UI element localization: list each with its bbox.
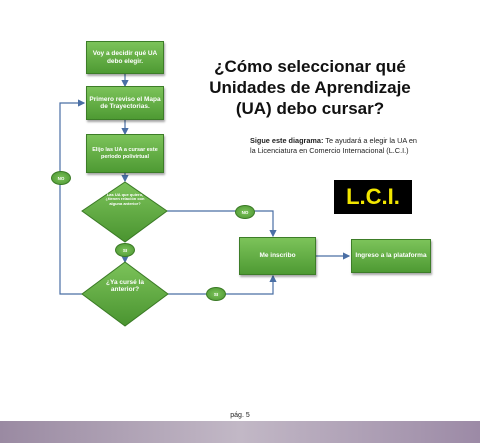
question-taken-label: ¿Ya cursé la anterior?	[106, 279, 144, 294]
label-no-left-text: NO	[57, 175, 65, 181]
subtitle-rest: Te ayudará a elegir la UA en la Licenciatura en Comercio Internacional (L.C.I.)	[250, 136, 417, 155]
page-number: pág. 5	[230, 412, 250, 419]
node-platform-label: Ingreso a la plataforma	[355, 252, 427, 260]
node-review	[86, 86, 164, 120]
subtitle	[250, 136, 420, 156]
question-taken-text	[103, 279, 147, 293]
diamond-relation	[82, 182, 167, 242]
node-choose-label: Elijo las UA a cursar este periodo polivirtual	[92, 147, 158, 160]
diamond-taken	[82, 262, 168, 326]
node-enroll	[239, 237, 316, 275]
node-decide	[86, 41, 164, 74]
lci-badge: L.C.I.	[334, 180, 412, 214]
node-review-label: Primero reviso el Mapa de Trayectorias.	[89, 95, 161, 110]
node-decide-label: Voy a decidir qué UA debo elegir.	[92, 50, 158, 65]
label-no-left	[51, 171, 71, 185]
label-no-right	[235, 205, 255, 219]
bottom-band	[0, 421, 480, 443]
label-yes-right	[206, 287, 226, 301]
label-yes-down-text: SI	[122, 247, 128, 253]
question-relation-label: Las UA que quiero, ¿tienen relación con alguna anterior?	[105, 192, 145, 206]
node-platform	[351, 239, 431, 273]
arrow-no-right	[167, 211, 273, 236]
node-enroll-label: Me inscribo	[259, 252, 296, 260]
page-title: ¿Cómo seleccionar qué Unidades de Aprendizaje (UA) debo cursar?	[209, 57, 411, 118]
question-relation-text	[103, 193, 147, 206]
subtitle-bold: Sigue este diagrama:	[250, 136, 324, 145]
node-choose	[86, 134, 164, 173]
label-yes-down	[115, 243, 135, 257]
label-no-right-text: NO	[241, 209, 249, 215]
label-yes-right-text: SI	[213, 291, 219, 297]
arrow-no-loop	[57, 103, 84, 294]
